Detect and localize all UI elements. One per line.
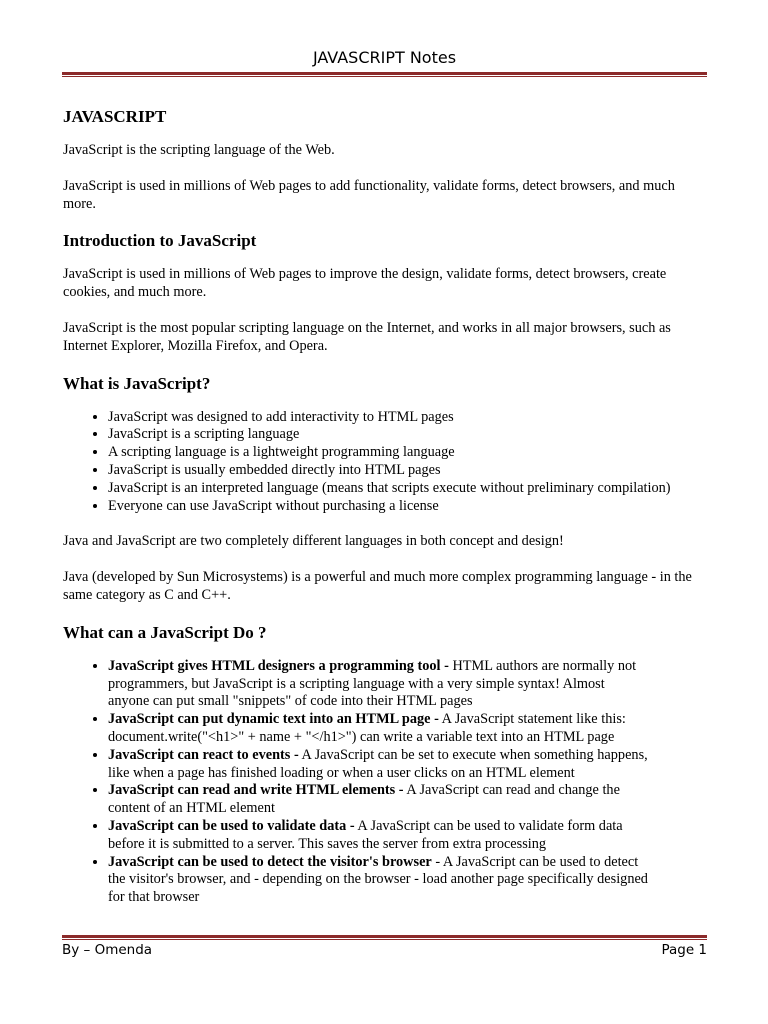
paragraph: Java (developed by Sun Microsystems) is a powerful and much more complex programming language - in the same category as C and C++.	[63, 569, 692, 603]
paragraph: JavaScript is the most popular scripting language on the Internet, and works in all major browsers, such as Internet Explorer, Mozilla Firefox, and Opera.	[63, 319, 671, 354]
list-item: • JavaScript was designed to add interactivity to HTML pages	[108, 409, 708, 427]
list-item-text: A JavaScript can read and change the content of an HTML element	[108, 782, 620, 817]
section-heading-introduction: Introduction to JavaScript	[63, 231, 257, 251]
list-item	[108, 711, 648, 747]
list-item-text: HTML authors are normally not programmers, but JavaScript is a scripting language with a very simple syntax! Almost anyone can put small "snippets" of code into their HTML pages	[108, 657, 637, 710]
document-body	[63, 106, 708, 907]
page-header: JAVASCRIPT Notes	[312, 48, 457, 67]
list-item-text: - A JavaScript can be used to detect the visitor's browser, and - depending on the browser - load another page specifically designed for that browser	[108, 853, 648, 906]
list-item-text: A JavaScript statement like this: document.write("<h1>" + name + "</h1>") can write a variable text into an HTML page	[108, 711, 626, 745]
list-item-lead: JavaScript can react to events -	[108, 746, 299, 763]
list-item	[108, 747, 648, 783]
section-heading-what-is: What is JavaScript?	[63, 373, 211, 393]
paragraph: JavaScript is the scripting language of the Web.	[63, 142, 335, 158]
list-item-lead: JavaScript can read and write HTML elements -	[108, 782, 404, 799]
list-item	[108, 782, 648, 818]
list-item: • A scripting language is a lightweight programming language	[108, 444, 708, 462]
paragraph: Java and JavaScript are two completely different languages in both concept and design!	[63, 533, 564, 550]
list-item-text: A JavaScript can be used to validate form data before it is submitted to a server. This saves the server from extra processing	[108, 817, 623, 852]
list-item: • JavaScript is a scripting language	[108, 426, 708, 444]
page-number: Page 1	[661, 942, 707, 958]
what-is-list	[63, 409, 708, 516]
section-heading-javascript: JAVASCRIPT	[63, 107, 167, 126]
list-item	[108, 854, 648, 907]
paragraph: JavaScript is used in millions of Web pages to improve the design, validate forms, detect browsers, create cookies, and much more.	[63, 266, 667, 301]
list-item: • JavaScript is an interpreted language (means that scripts execute without preliminary compilation)	[108, 480, 708, 498]
header-divider	[62, 72, 707, 77]
list-item-lead: JavaScript gives HTML designers a programming tool -	[108, 657, 449, 674]
section-heading-what-can: What can a JavaScript Do ?	[63, 622, 267, 642]
list-item-lead: JavaScript can be used to detect the visitor's browser	[108, 853, 432, 870]
footer-author: By – Omenda	[62, 942, 153, 958]
paragraph: JavaScript is used in millions of Web pages to add functionality, validate forms, detect browsers, and much more.	[63, 177, 675, 212]
list-item-text: A JavaScript can be set to execute when something happens, like when a page has finished loading or when a user clicks on an HTML element	[108, 746, 648, 781]
list-item: • Everyone can use JavaScript without purchasing a license	[108, 498, 708, 516]
list-item	[108, 818, 648, 854]
list-item: • JavaScript is usually embedded directly into HTML pages	[108, 462, 708, 480]
list-item	[108, 658, 648, 711]
list-item-lead: JavaScript can put dynamic text into an HTML page -	[108, 711, 439, 728]
footer-divider	[62, 935, 707, 940]
what-can-list	[63, 658, 708, 907]
list-item-lead: JavaScript can be used to validate data -	[108, 817, 355, 834]
